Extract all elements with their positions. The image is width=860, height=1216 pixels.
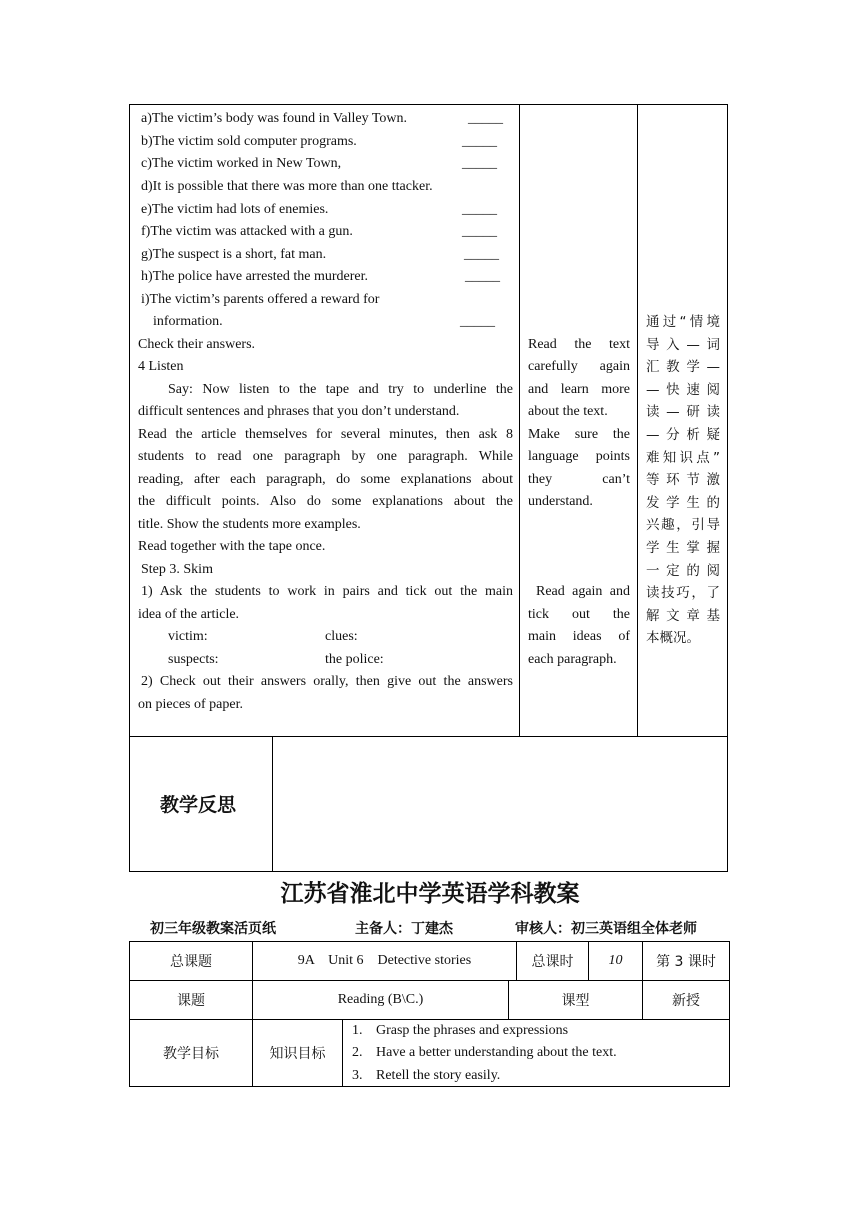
total-hours-label: 总课时 xyxy=(531,954,574,970)
goal-text: Grasp the phrases and expressions xyxy=(376,1023,569,1038)
table-border-right xyxy=(727,104,728,872)
skim-label-victim: victim: xyxy=(168,629,208,644)
type-value: 新授 xyxy=(672,993,700,1009)
activity-1-line-7: they can’t xyxy=(528,472,630,487)
goal-number: 3. xyxy=(352,1068,363,1083)
read-article-line-5: title. Show the students more examples. xyxy=(138,517,361,532)
skim-heading: Step 3. Skim xyxy=(141,562,213,577)
tf-blank-e[interactable]: _____ xyxy=(462,202,497,217)
goal-text: Retell the story easily. xyxy=(376,1068,501,1083)
reflection-label: 教学反思 xyxy=(160,794,237,816)
skim-2-line-2: on pieces of paper. xyxy=(138,697,243,712)
check-answers: Check their answers. xyxy=(138,337,256,352)
listen-heading: 4 Listen xyxy=(138,359,184,374)
activity-1-line-5: Make sure the xyxy=(528,427,630,442)
purpose-line: 一定的阅 xyxy=(646,562,720,579)
read-article-line-3: reading, after each paragraph, do some explanations about xyxy=(138,472,513,487)
tf-item-f: f)The victim was attacked with a gun. xyxy=(141,224,353,239)
preparer-label: 主备人：丁建杰 xyxy=(355,921,453,937)
tf-item-c: c)The victim worked in New Town, xyxy=(141,156,342,171)
lesson-value: Reading (B\C.) xyxy=(337,992,424,1007)
lower-border-bottom xyxy=(129,1086,730,1087)
tf-item-h: h)The police have arrested the murderer. xyxy=(141,269,369,284)
tf-item-g: g)The suspect is a short, fat man. xyxy=(141,247,327,262)
lower-border-right xyxy=(729,941,730,1087)
purpose-line: 难知识点” xyxy=(646,449,720,466)
column-divider-1 xyxy=(519,104,520,736)
purpose-line: 导入—词 xyxy=(646,336,720,353)
activity-1-line-4: about the text. xyxy=(528,404,608,419)
activity-1-line-1: Read the text xyxy=(528,337,630,352)
topic-label: 总课题 xyxy=(170,954,212,970)
reflection-content[interactable] xyxy=(274,738,726,870)
read-article-line-4: the difficult points. Also do some explanations about the xyxy=(138,494,513,509)
page-title: 江苏省淮北中学英语学科教案 xyxy=(280,881,580,907)
activity-1-line-8: understand. xyxy=(528,494,593,509)
activity-2-line-4: each paragraph. xyxy=(528,652,617,667)
tf-item-i-cont: information. xyxy=(153,314,223,329)
type-label: 课型 xyxy=(561,993,590,1009)
goal-text: Have a better understanding about the text. xyxy=(376,1045,617,1060)
row-divider-reflection xyxy=(129,736,728,737)
lower-col-b xyxy=(342,1019,343,1087)
skim-1-line-2: idea of the article. xyxy=(138,607,240,622)
read-together: Read together with the tape once. xyxy=(138,539,326,554)
tf-blank-c[interactable]: _____ xyxy=(462,156,497,171)
skim-label-police: the police: xyxy=(325,652,384,667)
tf-blank-g[interactable]: _____ xyxy=(464,247,499,262)
knowledge-label: 知识目标 xyxy=(269,1046,326,1062)
purpose-line: 发学生的 xyxy=(646,494,720,511)
activity-1-line-2: carefully again xyxy=(528,359,630,374)
tf-blank-a[interactable]: _____ xyxy=(468,111,503,126)
purpose-line: —分析疑 xyxy=(646,426,720,443)
listen-say-line-1: Say: Now listen to the tape and try to underline the xyxy=(168,382,513,397)
purpose-column xyxy=(646,311,720,650)
activity-1-line-6: language points xyxy=(528,449,630,464)
read-article-line-1: Read the article themselves for several minutes, then ask 8 xyxy=(138,427,513,442)
column-divider-2 xyxy=(637,104,638,736)
skim-label-suspects: suspects: xyxy=(168,652,219,667)
total-hours-value: 10 xyxy=(608,953,623,968)
purpose-line: 汇教学— xyxy=(646,359,720,376)
table-border-top xyxy=(129,104,728,105)
read-article-line-2: students to read one paragraph by one paragraph. While xyxy=(138,449,513,464)
purpose-line: 通过“情境 xyxy=(646,314,720,330)
purpose-line: —快速阅 xyxy=(646,381,720,398)
listen-say-line-2: difficult sentences and phrases that you don’t understand. xyxy=(138,404,460,419)
reviewer-label: 审核人：初三英语组全体老师 xyxy=(515,921,697,937)
goal-number: 1. xyxy=(352,1023,363,1038)
purpose-line: 读技巧，了 xyxy=(646,585,720,602)
purpose-line: 学生掌握 xyxy=(646,539,720,556)
reflection-divider xyxy=(272,736,273,872)
purpose-line: 读—研读 xyxy=(646,404,720,421)
tf-blank-b[interactable]: _____ xyxy=(462,134,497,149)
tf-item-i: i)The victim’s parents offered a reward for xyxy=(141,292,380,307)
goal-number: 2. xyxy=(352,1045,363,1060)
tf-item-e: e)The victim had lots of enemies. xyxy=(141,202,329,217)
grade-sheet-label: 初三年级教案活页纸 xyxy=(150,921,276,937)
current-hour: 第 3 课时 xyxy=(656,954,716,970)
tf-blank-f[interactable]: _____ xyxy=(462,224,497,239)
lesson-label: 课题 xyxy=(177,993,205,1009)
purpose-line: 兴趣，引导 xyxy=(646,517,720,534)
activity-2-line-2: tick out the xyxy=(528,607,630,622)
tf-item-a: a)The victim’s body was found in Valley Town. xyxy=(141,111,408,126)
skim-1-line-1: 1) Ask the students to work in pairs and tick out the main xyxy=(141,584,513,599)
topic-value: 9A Unit 6 Detective stories xyxy=(297,953,472,968)
activity-1-line-3: and learn more xyxy=(528,382,630,397)
purpose-line: 解文章基 xyxy=(646,607,720,624)
tf-blank-i[interactable]: _____ xyxy=(460,314,495,329)
tf-item-b: b)The victim sold computer programs. xyxy=(141,134,357,149)
table-border-bottom xyxy=(129,871,728,872)
tf-blank-h[interactable]: _____ xyxy=(465,269,500,284)
purpose-line: 等环节激 xyxy=(646,472,720,489)
table-border-left xyxy=(129,104,130,872)
purpose-line: 本概况。 xyxy=(646,630,700,647)
activity-2-line-1: Read again and xyxy=(536,584,630,599)
skim-2-line-1: 2) Check out their answers orally, then give out the answers xyxy=(141,674,513,689)
skim-label-clues: clues: xyxy=(325,629,358,644)
goals-label: 教学目标 xyxy=(163,1046,219,1062)
activity-2-line-3: main ideas of xyxy=(528,629,630,644)
tf-item-d: d)It is possible that there was more than one ttacker. xyxy=(141,179,433,194)
